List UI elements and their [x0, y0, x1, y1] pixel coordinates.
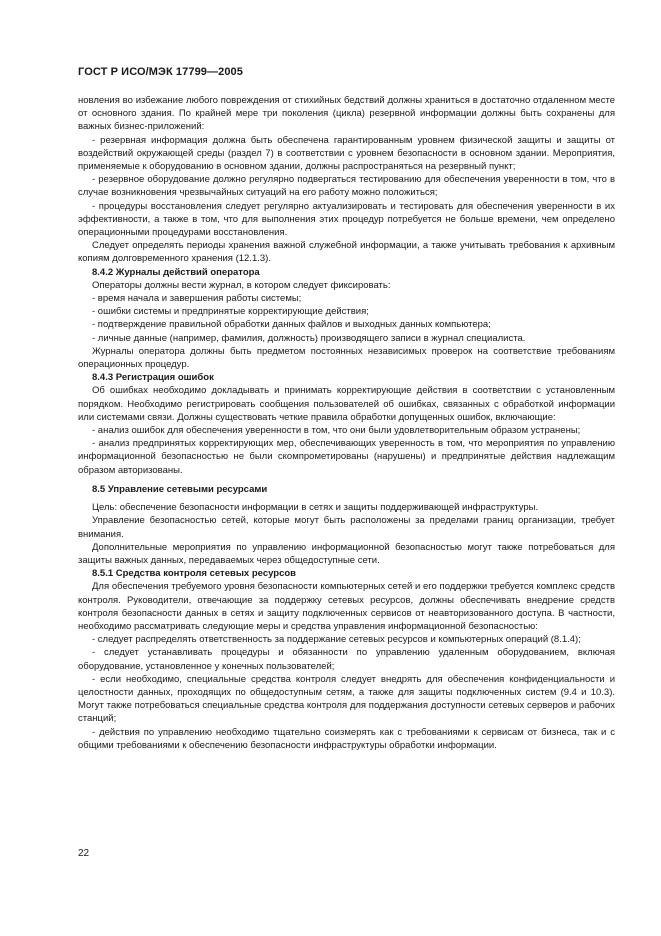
list-item: - ошибки системы и предпринятые корректирующие действия; — [92, 306, 369, 318]
list-item: - процедуры восстановления следует регулярно актуализировать и тестировать для обеспечения уверенности в их эффективности, а также в том, что для выполнения этих процедур потребуется не больше времени, чем определено операционными процедурами восстановления. — [78, 200, 615, 239]
paragraph: Управление безопасностью сетей, которые могут быть расположены за пределами границ организации, требует внимания. — [78, 515, 615, 540]
paragraph: Об ошибках необходимо докладывать и принимать корректирующие действия в соответствии с установленным порядком. Необходимо регистрировать сообщения пользователей об ошибках, связанных с обработкой информации или системами связи. Должны существовать четкие правила обработки допущенных ошибок, включающие: — [78, 385, 615, 423]
section-heading: 8.4.3 Регистрация ошибок — [92, 372, 214, 384]
paragraph: Операторы должны вести журнал, в котором следует фиксировать: — [92, 279, 391, 291]
paragraph: Журналы оператора должны быть предметом постоянных независимых проверок на соответствие требованиям операционных процедур. — [78, 345, 615, 371]
document-header: ГОСТ Р ИСО/МЭК 17799—2005 — [78, 66, 243, 78]
list-item: - подтверждение правильной обработки данных файлов и выходных данных компьютера; — [92, 319, 491, 331]
list-item: - следует устанавливать процедуры и обязанности по управлению удаленным оборудованием, включая оборудование, установленное у конечных пользователей; — [78, 647, 615, 672]
list-item: - резервное оборудование должно регулярно подвергаться тестированию для обеспечения уверенности в том, что в случае возникновения чрезвычайных ситуаций на его работу можно положиться; — [78, 174, 615, 199]
section-heading: 8.5 Управление сетевыми ресурсами — [92, 483, 268, 495]
list-item: - действия по управлению необходимо тщательно соизмерять как с требованиями к сервисам от бизнеса, так и с общими требованиями к обеспечению безопасности инфраструктуры обработки информации. — [78, 726, 615, 751]
paragraph: Следует определять периоды хранения важной служебной информации, а также учитывать требования к архивным копиям долговременного хранения (12.1.3). — [78, 240, 615, 265]
paragraph: Дополнительные мероприятия по управлению информационной безопасностью могут также потребоваться для защиты важных данных, передаваемых через общедоступные сети. — [78, 541, 615, 566]
page-number: 22 — [78, 848, 90, 859]
list-item: - резервная информация должна быть обеспечена гарантированным уровнем физической защиты и защиты от воздействий окружающей среды (раздел 7) в соответствии с уровнем безопасности в основном здании. Мероприятия, применяемые к оборудованию в основном здании, должны распространяться на резервный пункт; — [78, 134, 615, 173]
section-heading: 8.4.2 Журналы действий оператора — [92, 266, 260, 278]
document-body — [78, 94, 615, 752]
list-item: - анализ предпринятых корректирующих мер, обеспечивающих уверенность в том, что мероприятия по управлению информационной безопасностью не были скомпрометированы (нарушены) и предпринятые действия надлежащим образом авторизованы. — [78, 438, 615, 476]
paragraph: новления во избежание любого повреждения от стихийных бедствий должны храниться в достаточно отдаленном месте от основного здания. По крайней мере три поколения (цикла) резервной информации должны быть сохранены для важных бизнес-приложений: — [78, 95, 615, 133]
section-heading: 8.5.1 Средства контроля сетевых ресурсов — [92, 568, 296, 580]
list-item: - следует распределять ответственность за поддержание сетевых ресурсов и компьютерных операций (8.1.4); — [92, 634, 581, 646]
list-item: - личные данные (например, фамилия, должность) производящего записи в журнал специалиста. — [92, 332, 526, 344]
list-item: - если необходимо, специальные средства контроля следует внедрять для обеспечения конфиденциальности и целостности данных, проходящих по общедоступным сетям, а также для защиты подключенных систем (9.4 и 10.3). Могут также потребоваться специальные средства контроля для поддержания доступности сетевых серверов и рабочих станций; — [78, 673, 615, 725]
list-item: - время начала и завершения работы системы; — [92, 293, 302, 305]
paragraph: Цель: обеспечение безопасности информации в сетях и защиты поддерживающей инфраструктуры. — [92, 502, 539, 514]
paragraph: Для обеспечения требуемого уровня безопасности компьютерных сетей и его поддержки требуется комплекс средств контроля. Руководители, отвечающие за поддержку сетевых ресурсов, должны обеспечивать внедрение средств контроля безопасности данных в сетях и защиту подключенных сервисов от неавторизованного доступа. В частности, необходимо рассматривать следующие меры и средства управления информационной безопасностью: — [78, 581, 615, 632]
list-item: - анализ ошибок для обеспечения уверенности в том, что они были удовлетворительным образом устранены; — [92, 425, 581, 437]
